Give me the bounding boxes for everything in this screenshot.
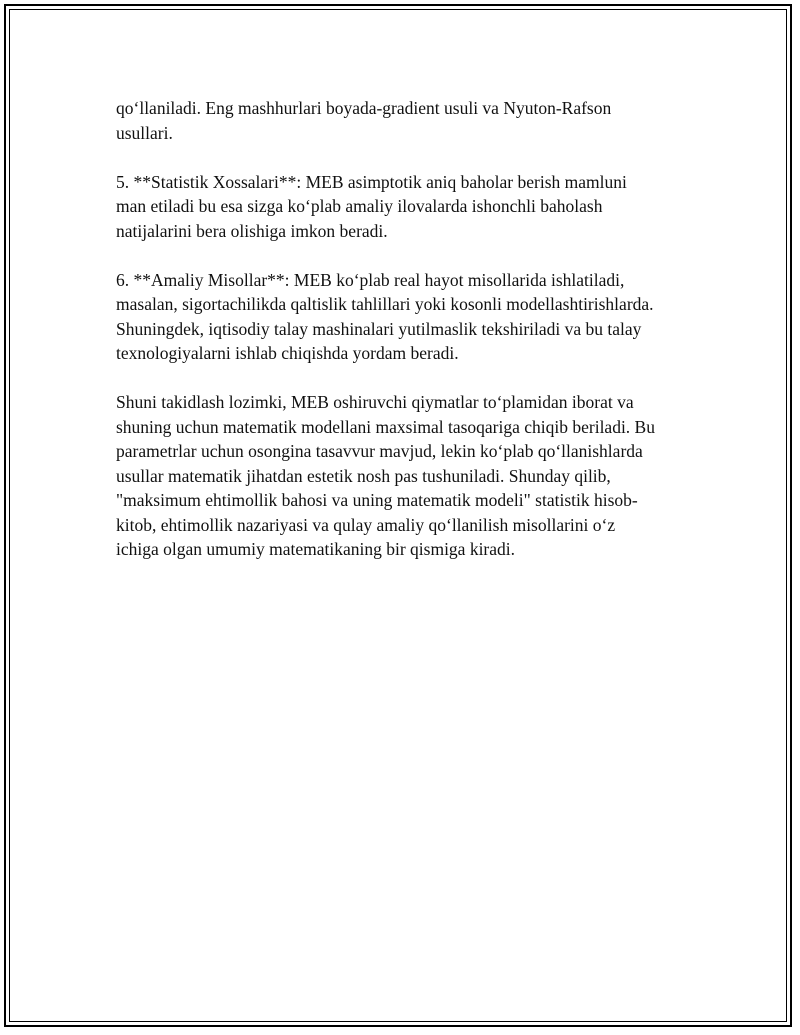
text-line: usullari. bbox=[116, 122, 173, 143]
text-line: ichiga olgan umumiy matematikaning bir qismiga kiradi. bbox=[116, 539, 516, 559]
text-line: Shuni takidlash lozimki, MEB oshiruvchi qiymatlar to‘plamidan iborat va bbox=[116, 392, 634, 412]
paragraph-2 bbox=[116, 170, 696, 244]
text-line: qo‘llaniladi. Eng mashhurlari boyada-gradient usuli va Nyuton-Rafson bbox=[116, 98, 612, 118]
text-line: parametrlar uchun osongina tasavvur mavjud, lekin ko‘plab qo‘llanishlarda bbox=[116, 441, 643, 461]
text-line: usullar matematik jihatdan estetik nosh pas tushuniladi. Shunday qilib, bbox=[116, 465, 611, 486]
text-line: man etiladi bu esa sizga ko‘plab amaliy ilovalarda ishonchli baholash bbox=[116, 196, 603, 216]
text-line: Shuningdek, iqtisodiy talay mashinalari yutilmaslik tekshiriladi va bu talay bbox=[116, 318, 642, 339]
text-line: shuning uchun matematik modellani maxsimal tasoqariga chiqib beriladi. Bu bbox=[116, 416, 655, 437]
text-line: "maksimum ehtimollik bahosi va uning matematik modeli" statistik hisob- bbox=[116, 490, 638, 510]
text-line: 6. **Amaliy Misollar**: MEB ko‘plab real hayot misollarida ishlatiladi, bbox=[116, 269, 625, 290]
text-line: natijalarini bera olishiga imkon beradi. bbox=[116, 220, 388, 241]
text-line: kitob, ehtimollik nazariyasi va qulay amaliy qo‘llanilish misollarini o‘z bbox=[116, 514, 616, 535]
text-line: texnologiyalarni ishlab chiqishda yordam beradi. bbox=[116, 343, 459, 363]
paragraph-3 bbox=[116, 268, 696, 366]
text-line: masalan, sigortachilikda qaltislik tahlillari yoki kosonli modellashtirishlarda. bbox=[116, 294, 654, 314]
document-body bbox=[116, 96, 696, 586]
text-line: 5. **Statistik Xossalari**: MEB asimptotik aniq baholar berish mamluni bbox=[116, 171, 627, 192]
page-frame bbox=[4, 4, 792, 1027]
paragraph-4 bbox=[116, 390, 696, 562]
paragraph-1 bbox=[116, 96, 696, 145]
